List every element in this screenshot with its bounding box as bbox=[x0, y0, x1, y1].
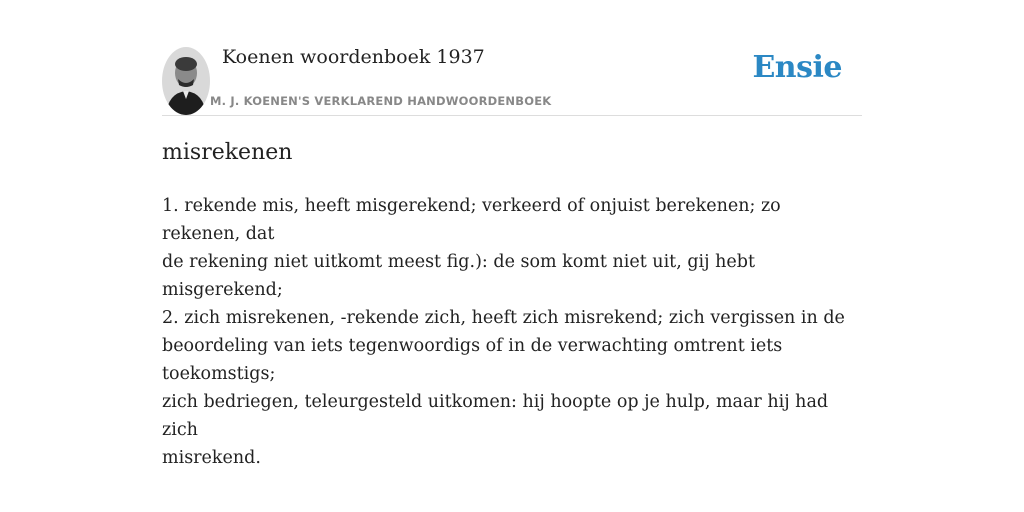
entry-headword: misrekenen bbox=[162, 140, 293, 165]
definition-line: beoordeling van iets tegenwoordigs of in de verwachting omtrent iets toekomstigs; bbox=[162, 336, 783, 384]
dictionary-header bbox=[162, 0, 862, 116]
definition-line: 1. rekende mis, heeft misgerekend; verkeerd of onjuist berekenen; zo rekenen, dat bbox=[162, 196, 781, 244]
definition-line: de rekening niet uitkomt meest fig.): de som komt niet uit, gij hebt misgerekend; bbox=[162, 252, 755, 300]
author-portrait-avatar bbox=[162, 47, 210, 115]
definition-line: misrekend. bbox=[162, 448, 261, 468]
dictionary-title[interactable]: Koenen woordenboek 1937 bbox=[222, 46, 485, 68]
definition-line: 2. zich misrekenen, -rekende zich, heeft zich misrekend; zich vergissen in de bbox=[162, 308, 845, 328]
dictionary-subtitle: M. J. KOENEN'S VERKLAREND HANDWOORDENBOEK bbox=[210, 94, 552, 108]
entry-definition bbox=[162, 192, 862, 472]
page-content bbox=[162, 0, 862, 468]
ensie-logo-link[interactable]: Ensie bbox=[752, 50, 842, 85]
definition-line: zich bedriegen, teleurgesteld uitkomen: hij hoopte op je hulp, maar hij had zich bbox=[162, 392, 829, 440]
